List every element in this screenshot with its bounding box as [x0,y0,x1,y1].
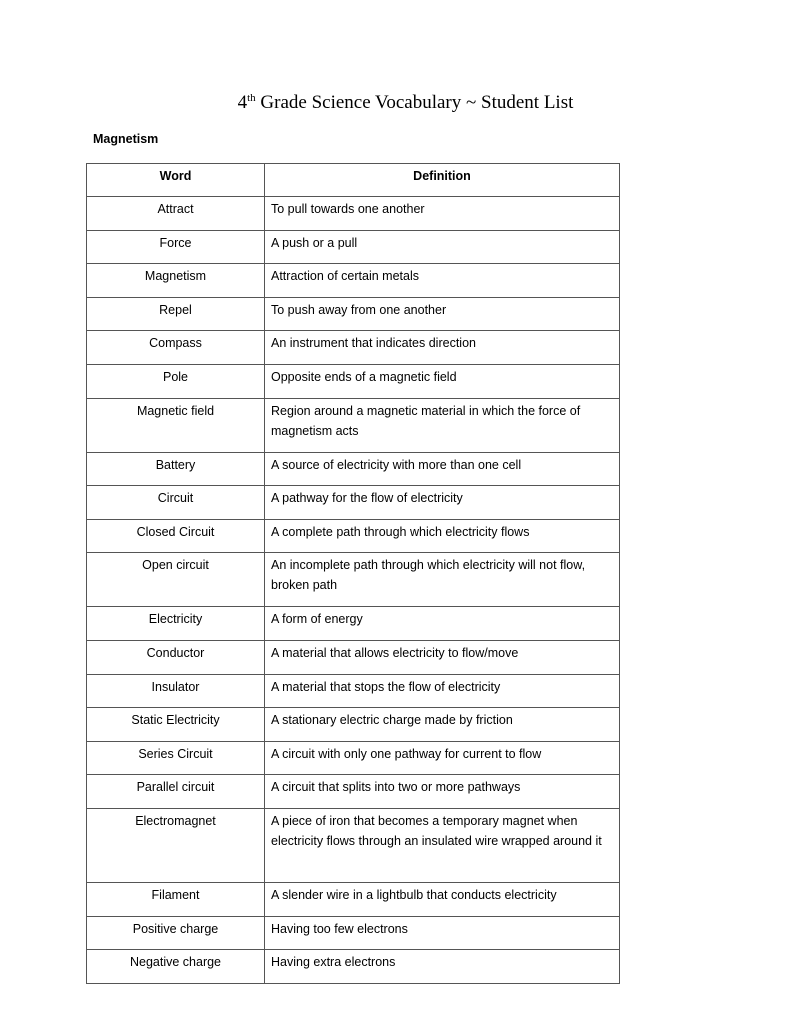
table-row [87,916,620,950]
definition-cell: Attraction of certain metals [265,264,620,298]
word-cell: Closed Circuit [87,519,265,553]
table-row [87,519,620,553]
definition-cell: To push away from one another [265,297,620,331]
definition-cell: A complete path through which electricity flows [265,519,620,553]
word-cell: Negative charge [87,950,265,984]
page-title [0,92,791,114]
title-grade-number: 4 [237,92,248,113]
table-row [87,297,620,331]
table-row [87,452,620,486]
section-heading: Magnetism [93,132,159,146]
table-row [87,331,620,365]
table-row [87,264,620,298]
table-row [87,553,620,607]
definition-cell: A stationary electric charge made by friction [265,708,620,742]
table-row [87,486,620,520]
definition-cell: A circuit that splits into two or more pathways [265,775,620,809]
table-row [87,950,620,984]
word-cell: Pole [87,364,265,398]
definition-cell: Region around a magnetic material in which the force of magnetism acts [265,398,620,452]
definition-cell: An incomplete path through which electricity will not flow, broken path [265,553,620,607]
word-cell: Positive charge [87,916,265,950]
word-cell: Electromagnet [87,808,265,882]
definition-cell: A source of electricity with more than one cell [265,452,620,486]
table-row [87,808,620,882]
word-cell: Parallel circuit [87,775,265,809]
word-cell: Insulator [87,674,265,708]
table-row [87,640,620,674]
word-cell: Series Circuit [87,741,265,775]
header-word: Word [87,164,265,197]
word-cell: Battery [87,452,265,486]
definition-cell: To pull towards one another [265,197,620,231]
definition-cell: Opposite ends of a magnetic field [265,364,620,398]
table-row [87,882,620,916]
table-row [87,674,620,708]
word-cell: Attract [87,197,265,231]
word-cell: Magnetism [87,264,265,298]
definition-cell: Having too few electrons [265,916,620,950]
word-cell: Magnetic field [87,398,265,452]
header-definition: Definition [265,164,620,197]
table-row [87,708,620,742]
word-cell: Compass [87,331,265,365]
word-cell: Repel [87,297,265,331]
word-cell: Circuit [87,486,265,520]
table-row [87,364,620,398]
word-cell: Filament [87,882,265,916]
title-superscript: th [247,92,256,104]
definition-cell: An instrument that indicates direction [265,331,620,365]
table-row [87,607,620,641]
table-row [87,230,620,264]
title-text: Grade Science Vocabulary ~ Student List [255,92,574,113]
table-row [87,775,620,809]
definition-cell: A circuit with only one pathway for current to flow [265,741,620,775]
definition-cell: Having extra electrons [265,950,620,984]
definition-cell: A material that stops the flow of electricity [265,674,620,708]
table-row [87,197,620,231]
table-header-row [87,164,620,197]
table-row [87,741,620,775]
definition-cell: A form of energy [265,607,620,641]
definition-cell: A material that allows electricity to flow/move [265,640,620,674]
vocabulary-table [86,163,620,984]
definition-cell: A slender wire in a lightbulb that conducts electricity [265,882,620,916]
word-cell: Electricity [87,607,265,641]
table-row [87,398,620,452]
definition-cell: A push or a pull [265,230,620,264]
word-cell: Force [87,230,265,264]
word-cell: Open circuit [87,553,265,607]
definition-cell: A piece of iron that becomes a temporary magnet when electricity flows through an insulated wire wrapped around it [265,808,620,882]
word-cell: Static Electricity [87,708,265,742]
word-cell: Conductor [87,640,265,674]
definition-cell: A pathway for the flow of electricity [265,486,620,520]
